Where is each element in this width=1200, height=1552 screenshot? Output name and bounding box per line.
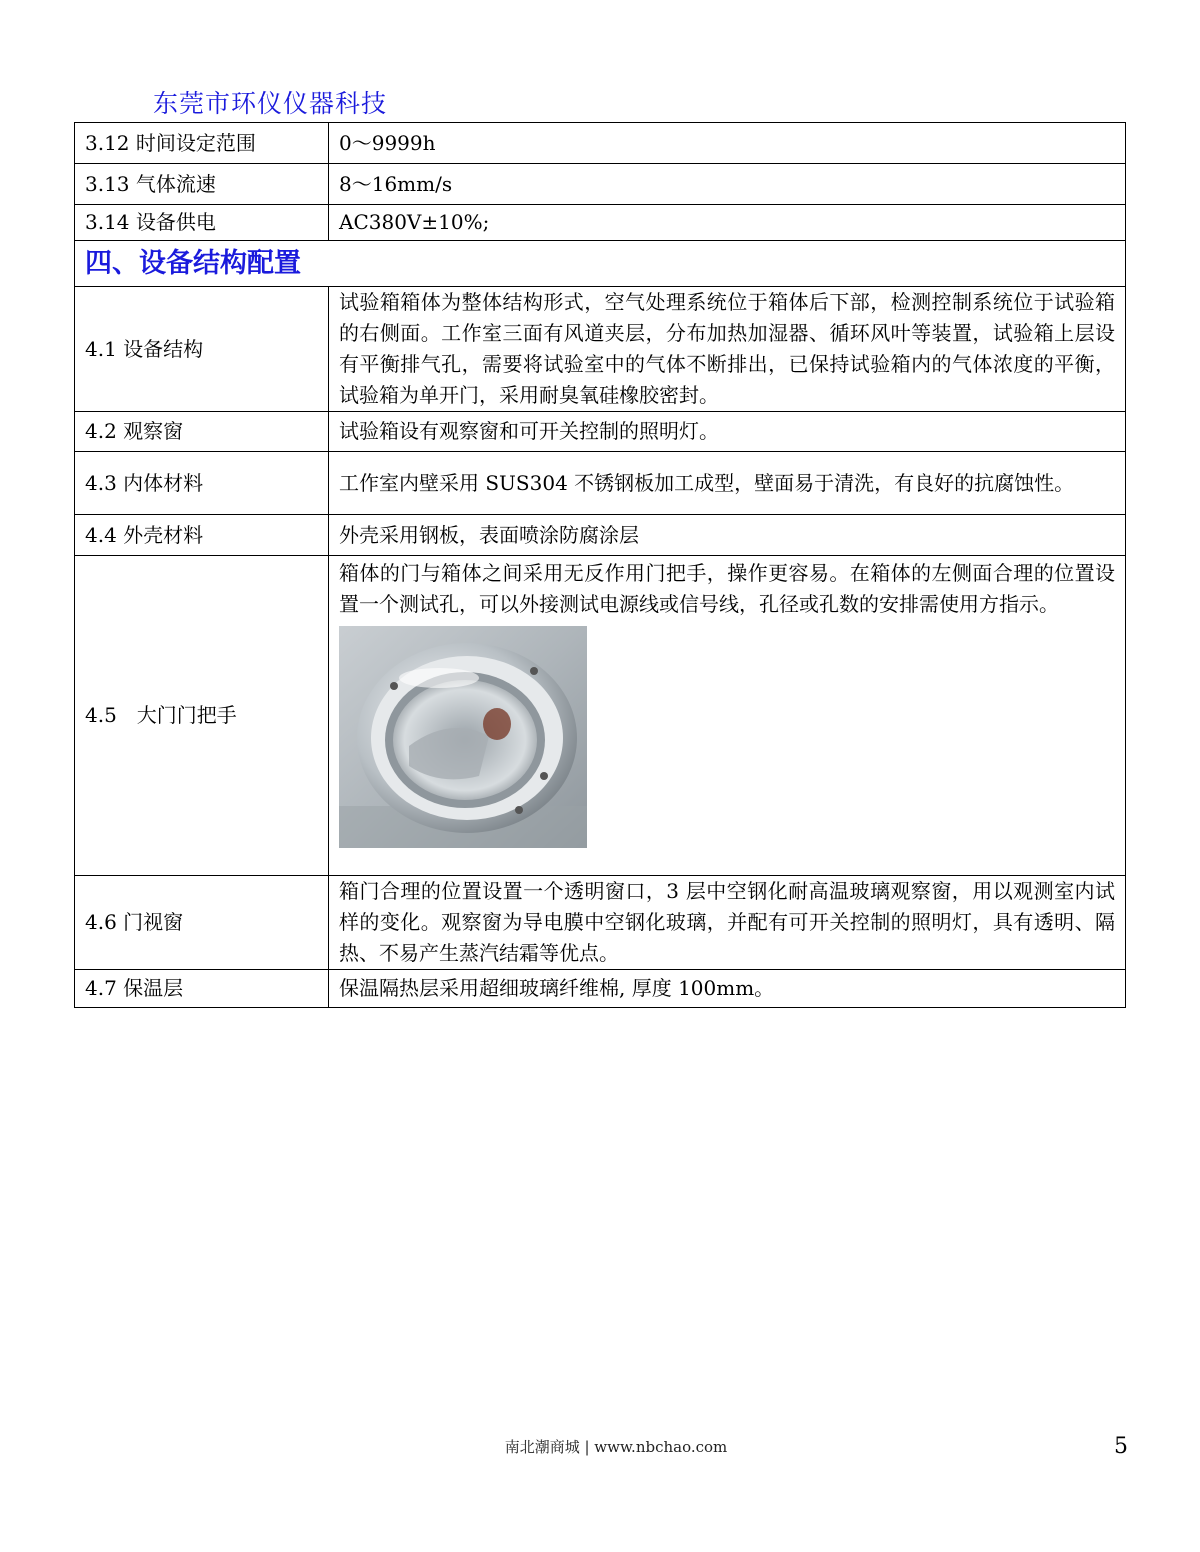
table-row bbox=[75, 205, 1126, 241]
row-value: 外壳采用钢板，表面喷涂防腐涂层 bbox=[329, 515, 1126, 556]
row-label: 4.2 观察窗 bbox=[75, 412, 329, 452]
section-title: 四、设备结构配置 bbox=[75, 241, 1126, 287]
table-row bbox=[75, 970, 1126, 1008]
company-header: 东莞市环仪仪器科技 bbox=[153, 89, 388, 118]
table-row bbox=[75, 164, 1126, 205]
table-row bbox=[75, 556, 1126, 876]
row-value: 试验箱箱体为整体结构形式，空气处理系统位于箱体后下部，检测控制系统位于试验箱的右侧面。工作室三面有风道夹层，分布加热加湿器、循环风叶等装置，试验箱上层设有平衡排气孔，需要将试验室中的气体不断排出，已保持试验箱内的气体浓度的平衡，试验箱为单开门，采用耐臭氧硅橡胶密封。 bbox=[329, 287, 1126, 412]
row-label: 4.3 内体材料 bbox=[75, 452, 329, 515]
row-label: 3.13 气体流速 bbox=[75, 164, 329, 205]
page-number: 5 bbox=[1114, 1434, 1128, 1459]
section-row bbox=[75, 241, 1126, 287]
door-handle-photo bbox=[339, 626, 587, 848]
row-value: 试验箱设有观察窗和可开关控制的照明灯。 bbox=[329, 412, 1126, 452]
table-row bbox=[75, 123, 1126, 164]
row-value: 保温隔热层采用超细玻璃纤维棉, 厚度 100mm。 bbox=[329, 970, 1126, 1008]
row-label: 4.6 门视窗 bbox=[75, 876, 329, 970]
footer-text: 南北潮商城 | www.nbchao.com bbox=[504, 1438, 728, 1456]
row-value: 箱门合理的位置设置一个透明窗口，3 层中空钢化耐高温玻璃观察窗，用以观测室内试样的变化。观察窗为导电膜中空钢化玻璃，并配有可开关控制的照明灯，具有透明、隔热、不易产生蒸汽结霜等优点。 bbox=[329, 876, 1126, 970]
row-value: 8～16mm/s bbox=[329, 164, 1126, 205]
table-row bbox=[75, 452, 1126, 515]
table-row bbox=[75, 412, 1126, 452]
row-value: 0～9999h bbox=[329, 123, 1126, 164]
row-value: 工作室内壁采用 SUS304 不锈钢板加工成型，壁面易于清洗，有良好的抗腐蚀性。 bbox=[329, 452, 1126, 515]
table-row bbox=[75, 287, 1126, 412]
table-row bbox=[75, 515, 1126, 556]
row-label: 4.4 外壳材料 bbox=[75, 515, 329, 556]
spec-table bbox=[74, 122, 1126, 1008]
table-row bbox=[75, 876, 1126, 970]
row-label: 4.1 设备结构 bbox=[75, 287, 329, 412]
row-value: AC380V±10%; bbox=[329, 205, 1126, 241]
row-label: 3.14 设备供电 bbox=[75, 205, 329, 241]
row-value: 箱体的门与箱体之间采用无反作用门把手，操作更容易。在箱体的左侧面合理的位置设置一个测试孔，可以外接测试电源线或信号线，孔径或孔数的安排需使用方指示。 bbox=[339, 561, 1115, 616]
row-label: 4.7 保温层 bbox=[75, 970, 329, 1008]
row-label: 3.12 时间设定范围 bbox=[75, 123, 329, 164]
row-label: 4.5 大门门把手 bbox=[75, 556, 329, 876]
